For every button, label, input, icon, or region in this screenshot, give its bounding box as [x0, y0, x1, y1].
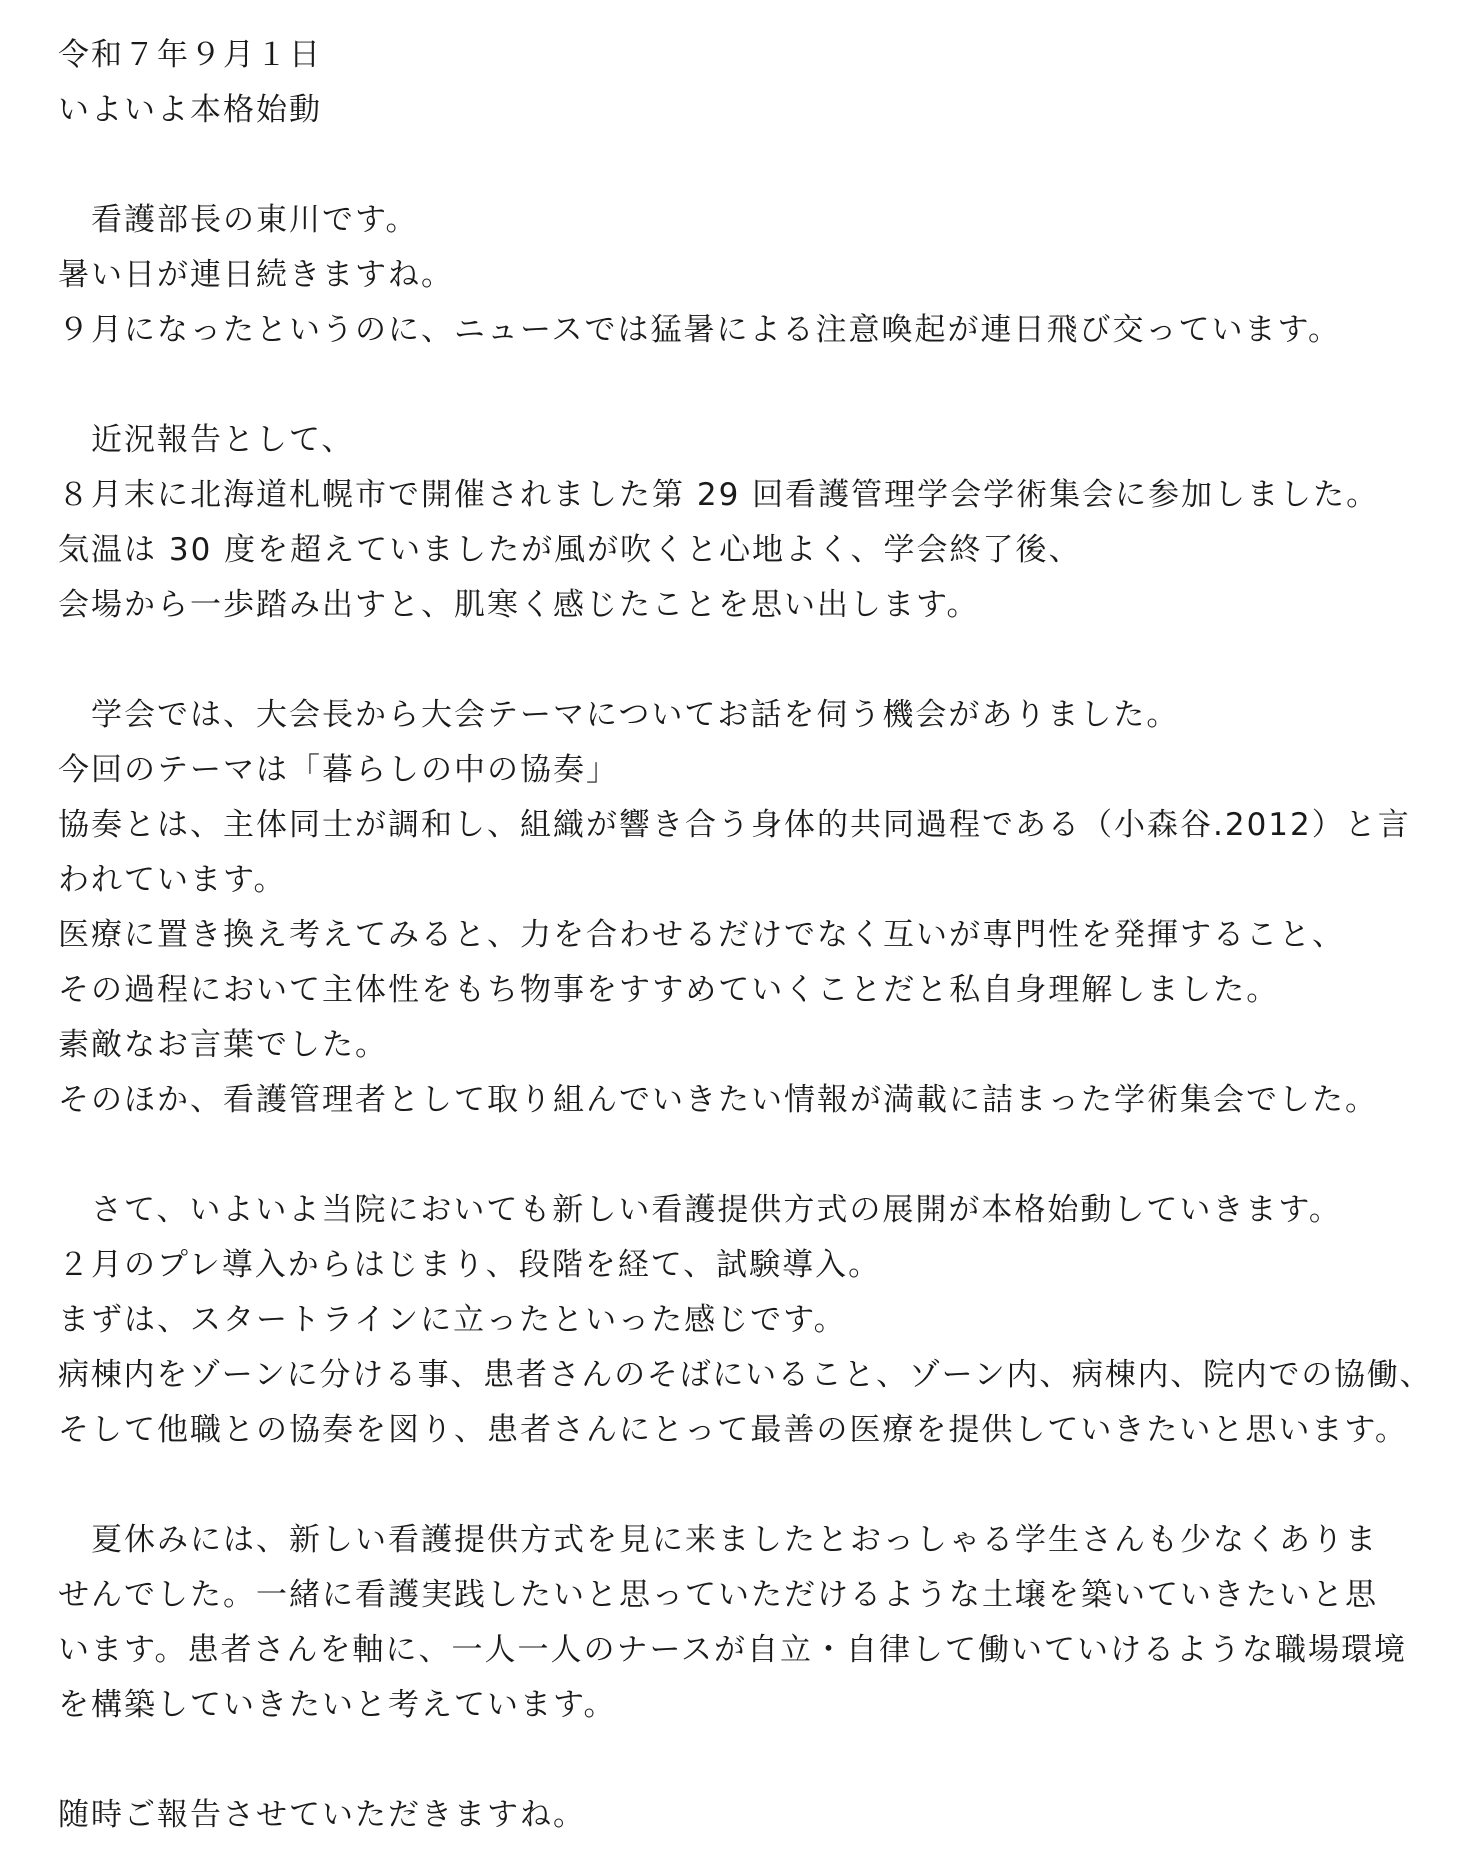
- paragraph-line: そのほか、看護管理者として取り組んでいきたい情報が満載に詰まった学術集会でした。: [58, 1082, 1378, 1118]
- paragraph-line: ２月のプレ導入からはじまり、段階を経て、試験導入。: [58, 1247, 882, 1283]
- document-title: いよいよ本格始動: [58, 92, 322, 128]
- spacer: [58, 138, 1418, 193]
- paragraph-line: 病棟内をゾーンに分ける事、患者さんのそばにいること、ゾーン内、病棟内、院内での協働、: [58, 1357, 1433, 1393]
- spacer: [58, 1128, 1418, 1183]
- paragraph-line: ９月になったというのに、ニュースでは猛暑による注意喚起が連日飛び交っています。: [58, 312, 1341, 348]
- spacer: [58, 633, 1418, 688]
- paragraph-line: 会場から一歩踏み出すと、肌寒く感じたことを思い出します。: [58, 587, 980, 623]
- paragraph-line: 暑い日が連日続きますね。: [58, 257, 454, 293]
- paragraph-line: 近況報告として、: [58, 422, 355, 458]
- paragraph-line: その過程において主体性をもち物事をすすめていくことだと私自身理解しました。: [58, 972, 1280, 1008]
- paragraph-nursing-system: [58, 1183, 1433, 1458]
- paragraph-line: を構築していきたいと考えています。: [58, 1687, 617, 1723]
- paragraph-line: います。患者さんを軸に、一人一人のナースが自立・自律して働いていけるような職場環境: [58, 1632, 1407, 1668]
- document-body: [58, 28, 1433, 1843]
- paragraph-line: 学会では、大会長から大会テーマについてお話を伺う機会がありました。: [58, 697, 1180, 733]
- document-date: 令和７年９月１日: [58, 37, 322, 73]
- paragraph-line: 協奏とは、主体同士が調和し、組織が響き合う身体的共同過程である（小森谷.2012）と言: [58, 807, 1411, 843]
- paragraph-line: 看護部長の東川です。: [58, 202, 419, 238]
- paragraph-line: 今回のテーマは「暮らしの中の協奏」: [58, 752, 619, 788]
- paragraph-line: 気温は 30 度を超えていましたが風が吹くと心地よく、学会終了後、: [58, 532, 1082, 568]
- paragraph-line: まずは、スタートラインに立ったといった感じです。: [58, 1302, 847, 1338]
- paragraph-line: さて、いよいよ当院においても新しい看護提供方式の展開が本格始動していきます。: [58, 1192, 1342, 1228]
- paragraph-conference: [58, 688, 1418, 1128]
- paragraph-line: 素敵なお言葉でした。: [58, 1027, 388, 1063]
- paragraph-summer-students: [58, 1513, 1418, 1733]
- paragraph-line: 夏休みには、新しい看護提供方式を見に来ましたとおっしゃる学生さんも少なくありま: [58, 1522, 1378, 1558]
- paragraph-line: そして他職との協奏を図り、患者さんにとって最善の医療を提供していきたいと思います。: [58, 1412, 1408, 1448]
- paragraph-line: ８月末に北海道札幌市で開催されました第 29 回看護管理学会学術集会に参加しました。: [58, 477, 1380, 513]
- spacer: [58, 1458, 1418, 1513]
- paragraph-line: せんでした。一緒に看護実践したいと思っていただけるような土壌を築いていきたいと思: [58, 1577, 1378, 1613]
- paragraph-closing: [58, 1788, 1418, 1843]
- paragraph-line: 医療に置き換え考えてみると、力を合わせるだけでなく互いが専門性を発揮すること、: [58, 917, 1345, 953]
- paragraph-line: 随時ご報告させていただきますね。: [58, 1797, 586, 1833]
- paragraph-report: [58, 413, 1418, 633]
- paragraph-greeting: [58, 193, 1418, 358]
- paragraph-line: われています。: [58, 862, 287, 898]
- spacer: [58, 358, 1418, 413]
- spacer: [58, 1733, 1418, 1788]
